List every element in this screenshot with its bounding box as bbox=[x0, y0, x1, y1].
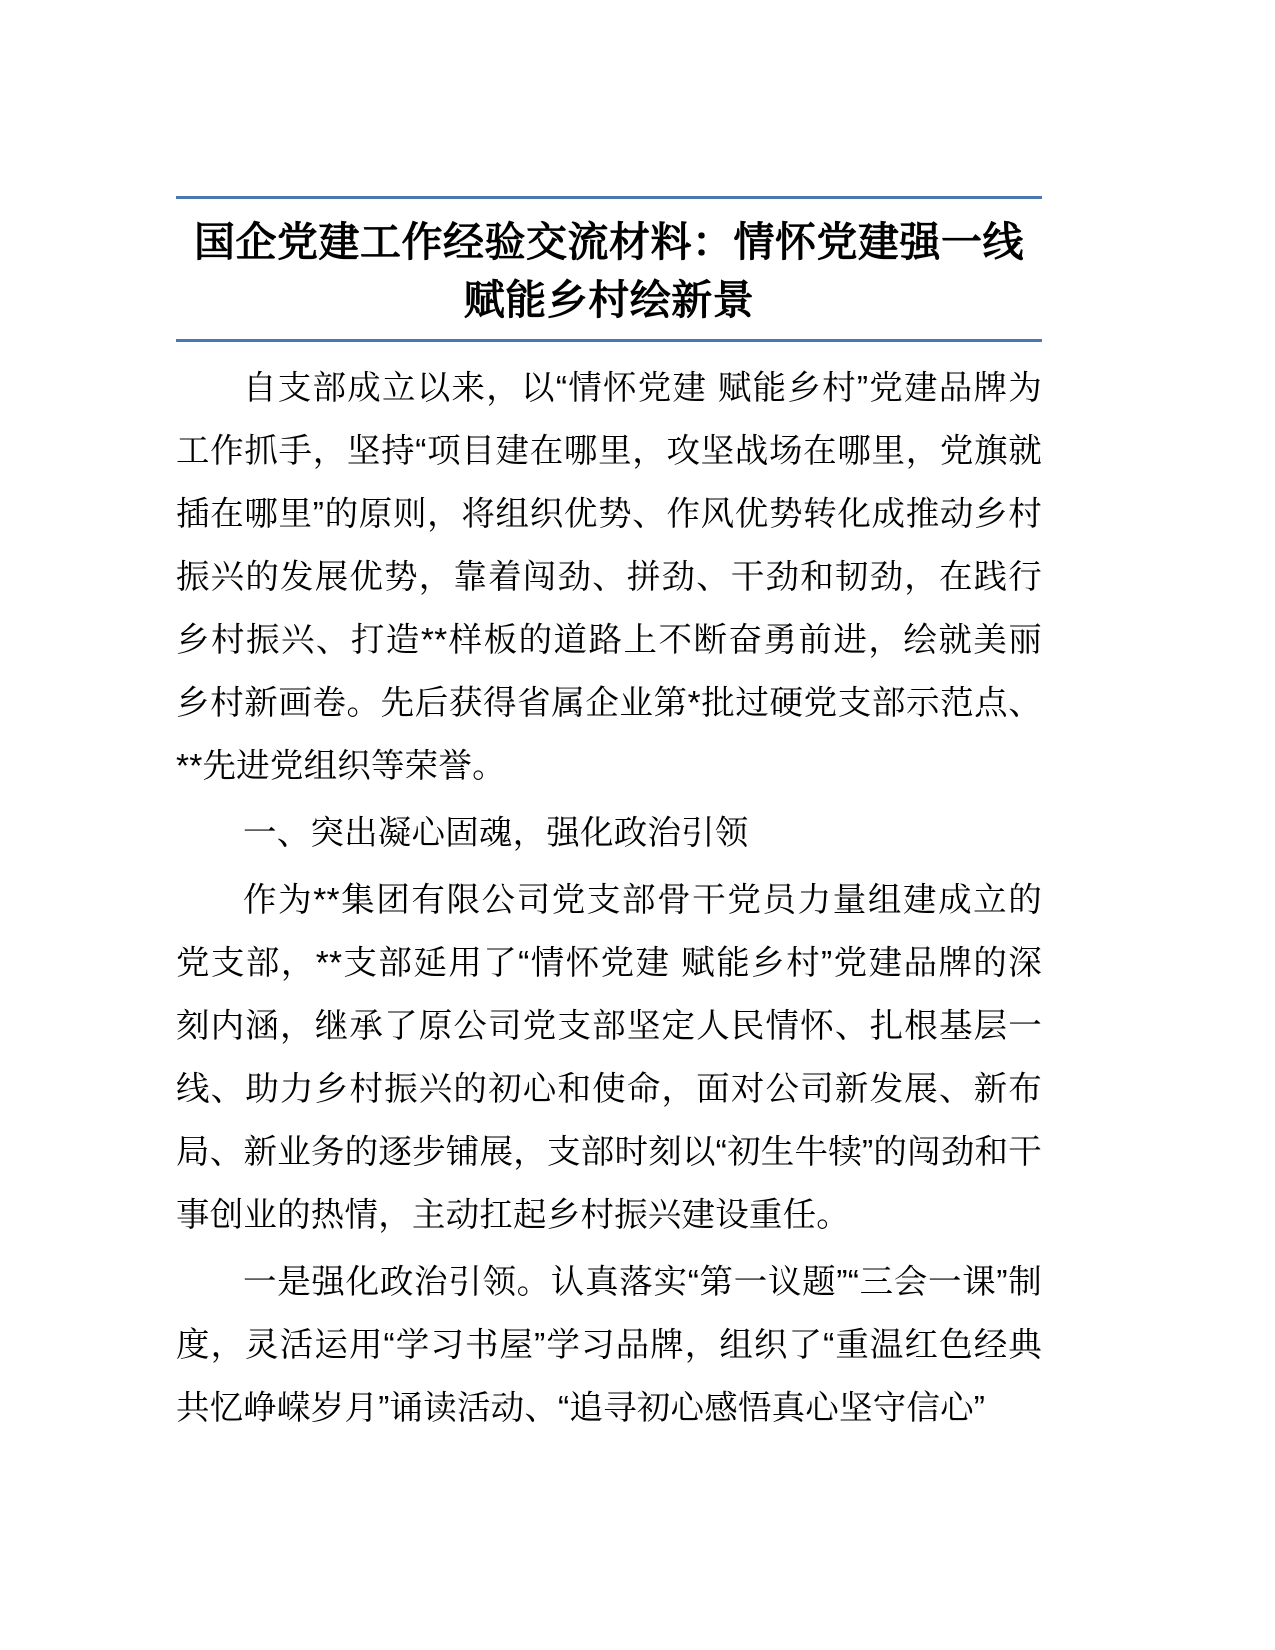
section-heading-1: 一、突出凝心固魂，强化政治引领 bbox=[243, 815, 749, 853]
page-title-line-1: 国企党建工作经验交流材料：情怀党建强一线 bbox=[194, 219, 1024, 265]
document-content bbox=[176, 196, 1042, 1441]
paragraph-section-1-body-2: 一是强化政治引领。认真落实“第一议题”“三会一课”制度，灵活运用“学习书屋”学习品牌，组织了“重温红色经典共忆峥嵘岁月”诵读活动、“追寻初心感悟真心坚守信心” bbox=[176, 1264, 1042, 1427]
paragraph-section-1-body-1: 作为**集团有限公司党支部骨干党员力量组建成立的党支部，**支部延用了“情怀党建 赋能乡村”党建品牌的深刻内涵，继承了原公司党支部坚定人民情怀、扎根基层一线、助力乡村振兴的初心和使命，面对公司新发展、新布局、新业务的逐步铺展，支部时刻以“初生牛犊”的闯劲和干事创业的热情，主动扛起乡村振兴建设重任。 bbox=[176, 882, 1042, 1235]
document-title-block bbox=[176, 196, 1042, 342]
paragraph-intro: 自支部成立以来，以“情怀党建 赋能乡村”党建品牌为工作抓手，坚持“项目建在哪里，攻坚战场在哪里，党旗就插在哪里”的原则，将组织优势、作风优势转化成推动乡村振兴的发展优势，靠着闯劲、拼劲、干劲和韧劲，在践行乡村振兴、打造**样板的道路上不断奋勇前进，绘就美丽乡村新画卷。先后获得省属企业第*批过硬党支部示范点、**先进党组织等荣誉。 bbox=[176, 370, 1042, 786]
title-body-spacer bbox=[176, 348, 1042, 358]
page-title-line-2: 赋能乡村绘新景 bbox=[463, 277, 755, 324]
